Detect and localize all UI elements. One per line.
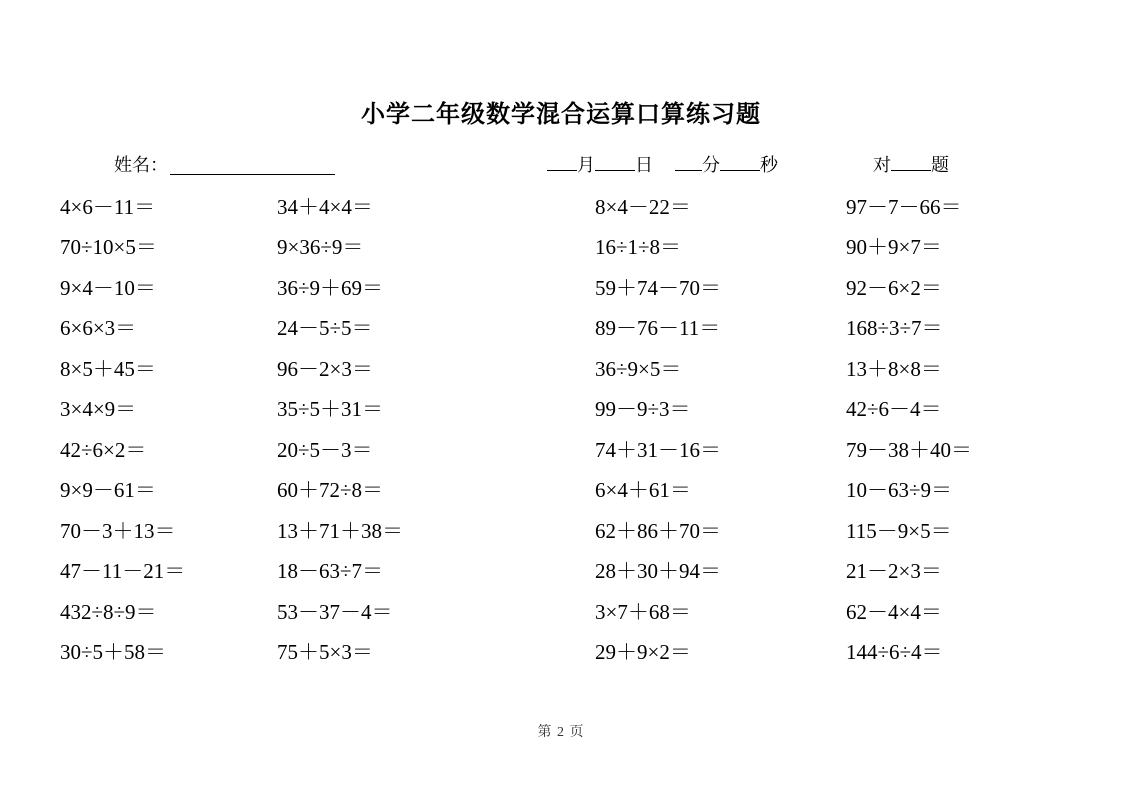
problem-cell: 92－6×2＝ (846, 275, 942, 300)
problem-cell: 59＋74－70＝ (595, 275, 721, 300)
problem-cell: 8×5＋45＝ (60, 356, 156, 381)
minute-blank-line (675, 152, 702, 171)
day-blank-line (595, 152, 635, 171)
minute-label: 分 (702, 155, 720, 175)
problem-cell: 90＋9×7＝ (846, 235, 942, 260)
second-label: 秒 (760, 155, 778, 175)
problem-cell: 89－76－11＝ (595, 316, 721, 341)
problem-cell: 60＋72÷8＝ (277, 478, 384, 503)
problem-cell: 53－37－4＝ (277, 599, 393, 624)
problem-cell: 70－3＋13＝ (60, 518, 176, 543)
problem-cell: 9×9－61＝ (60, 478, 156, 503)
name-blank-line (170, 154, 335, 175)
problem-cell: 16÷1÷8＝ (595, 235, 682, 260)
problem-cell: 99－9÷3＝ (595, 397, 691, 422)
problem-cell: 144÷6÷4＝ (846, 640, 943, 665)
problem-cell: 28＋30＋94＝ (595, 559, 721, 584)
problem-cell: 75＋5×3＝ (277, 640, 373, 665)
date-group (547, 152, 778, 178)
problem-cell: 74＋31－16＝ (595, 437, 721, 462)
problem-cell: 35÷5＋31＝ (277, 397, 384, 422)
problem-cell: 30÷5＋58＝ (60, 640, 167, 665)
problem-cell: 62－4×4＝ (846, 599, 942, 624)
problem-cell: 96－2×3＝ (277, 356, 373, 381)
problem-cell: 97－7－66＝ (846, 194, 962, 219)
problem-cell: 115－9×5＝ (846, 518, 952, 543)
problem-cell: 70÷10×5＝ (60, 235, 157, 260)
day-label: 日 (635, 155, 653, 175)
problem-cell: 168÷3÷7＝ (846, 316, 943, 341)
problem-cell: 3×7＋68＝ (595, 599, 691, 624)
problem-cell: 13＋8×8＝ (846, 356, 942, 381)
questions-label: 题 (931, 155, 949, 175)
problem-cell: 42÷6－4＝ (846, 397, 942, 422)
problem-cell: 4×6－11＝ (60, 194, 156, 219)
problem-cell: 9×36÷9＝ (277, 235, 364, 260)
problem-cell: 36÷9×5＝ (595, 356, 682, 381)
month-blank-line (547, 152, 577, 171)
problem-cell: 8×4－22＝ (595, 194, 691, 219)
problem-cell: 6×6×3＝ (60, 316, 137, 341)
month-label: 月 (577, 155, 595, 175)
page-title: 小学二年级数学混合运算口算练习题 (361, 102, 761, 128)
problem-cell: 29＋9×2＝ (595, 640, 691, 665)
problem-cell: 3×4×9＝ (60, 397, 137, 422)
problem-cell: 6×4＋61＝ (595, 478, 691, 503)
name-label: 姓名： (114, 155, 168, 175)
problem-cell: 24－5÷5＝ (277, 316, 373, 341)
problem-cell: 62＋86＋70＝ (595, 518, 721, 543)
header-line (0, 152, 1122, 180)
problem-cell: 10－63÷9＝ (846, 478, 953, 503)
problem-cell: 432÷8÷9＝ (60, 599, 157, 624)
problem-column-1 (60, 187, 277, 673)
problem-column-3 (595, 187, 846, 673)
page-number: 第 2 页 (537, 725, 585, 740)
problem-column-2 (277, 187, 595, 673)
problem-cell: 42÷6×2＝ (60, 437, 147, 462)
problem-cell: 34＋4×4＝ (277, 194, 373, 219)
problem-cell: 36÷9＋69＝ (277, 275, 384, 300)
problem-cell: 20÷5－3＝ (277, 437, 373, 462)
problems-grid (60, 187, 1082, 673)
problem-cell: 13＋71＋38＝ (277, 518, 403, 543)
problem-cell: 79－38＋40＝ (846, 437, 972, 462)
problem-column-4 (846, 187, 1082, 673)
problem-cell: 47－11－21＝ (60, 559, 186, 584)
problem-cell: 18－63÷7＝ (277, 559, 384, 584)
second-blank-line (720, 152, 760, 171)
score-group (873, 152, 949, 178)
correct-label: 对 (873, 155, 891, 175)
problem-cell: 21－2×3＝ (846, 559, 942, 584)
problem-cell: 9×4－10＝ (60, 275, 156, 300)
score-blank-line (891, 152, 931, 171)
